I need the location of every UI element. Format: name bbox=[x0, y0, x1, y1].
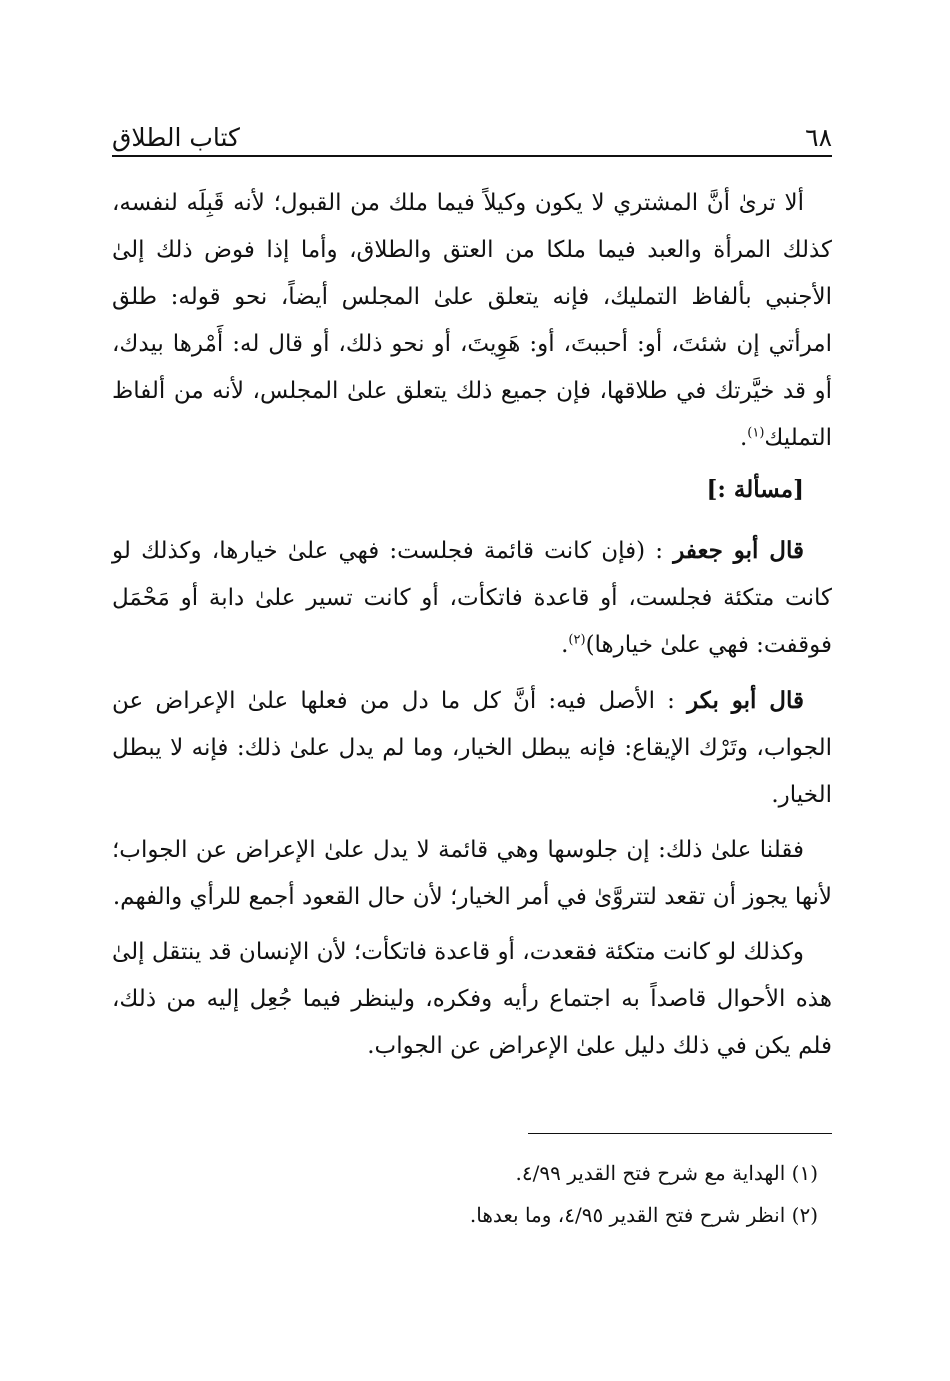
book-title: كتاب الطلاق bbox=[112, 123, 240, 152]
running-header bbox=[112, 112, 832, 152]
paragraph-2 bbox=[112, 527, 832, 669]
paragraph-5: وكذلك لو كانت متكئة فقعدت، أو قاعدة فاتكأت؛ لأن الإنسان قد ينتقل إلىٰ هذه الأحوال قاصداً به اجتماع رأيه وفكره، ولينظر فيما جُعِل إليه من ذلك، فلم يكن في ذلك دليل علىٰ الإعراض عن الجواب. bbox=[112, 939, 832, 1059]
paragraph-1 bbox=[112, 180, 832, 462]
speaker-abu-bakr: قال أبو بكر bbox=[687, 687, 805, 714]
section-heading: [مسألة :] bbox=[706, 476, 804, 503]
footnote-2: (٢) انظر شرح فتح القدير ٤/٩٥، وما بعدها. bbox=[469, 1203, 818, 1227]
paragraph-1-end: . bbox=[739, 425, 748, 451]
page-number: ٦٨ bbox=[805, 123, 832, 152]
footnote-ref-1: (١) bbox=[747, 425, 765, 441]
main-text bbox=[112, 180, 832, 1078]
paragraph-4: فقلنا علىٰ ذلك: إن جلوسها وهي قائمة لا يدل علىٰ الإعراض عن الجواب؛ لأنها يجوز أن تقعد لتتروَّىٰ في أمر الخيار؛ لأن حال القعود أجمع للرأي والفهم. bbox=[112, 837, 832, 910]
paragraph-2-text: : (فإن كانت قائمة فجلست: فهي علىٰ خيارها، وكذلك لو كانت متكئة فجلست، أو قاعدة فاتكأت، أو كانت تسير علىٰ دابة أو مَحْمَل فوقفت: فهي علىٰ خيارها) bbox=[112, 538, 832, 658]
speaker-abu-jafar: قال أبو جعفر bbox=[673, 537, 805, 564]
paragraph-3 bbox=[112, 677, 832, 819]
footnote-ref-2: (٢) bbox=[568, 632, 586, 648]
footnote-rule bbox=[528, 1133, 832, 1134]
footnote-1: (١) الهداية مع شرح فتح القدير ٤/٩٩. bbox=[515, 1161, 818, 1185]
paragraph-1-text: ألا ترىٰ أنَّ المشتري لا يكون وكيلاً فيما ملك من القبول؛ لأنه قَبِلَه لنفسه، كذلك المرأة والعبد فيما ملكا من العتق والطلاق، وأما إذا فوض ذلك إلىٰ الأجنبي بألفاظ التمليك، فإنه يتعلق علىٰ المجلس أيضاً، نحو قوله: طلق امرأتي إن شئتَ، أو: أحببتَ، أو: هَوِيتَ، أو نحو ذلك، أو قال له: أَمْرها بيدك، أو قد خيَّرتك في طلاقها، فإن جميع ذلك يتعلق علىٰ المجلس، لأنه من ألفاظ التمليك bbox=[112, 190, 832, 451]
header-rule bbox=[112, 155, 832, 157]
paragraph-2-end: . bbox=[561, 632, 569, 658]
paragraph-3-text: : الأصل فيه: أنَّ كل ما دل من فعلها علىٰ الإعراض عن الجواب، وتَرْك الإيقاع: فإنه يبطل الخيار، وما لم يدل علىٰ ذلك: فإنه لا يبطل الخيار. bbox=[112, 688, 832, 808]
footnotes bbox=[112, 1152, 832, 1236]
